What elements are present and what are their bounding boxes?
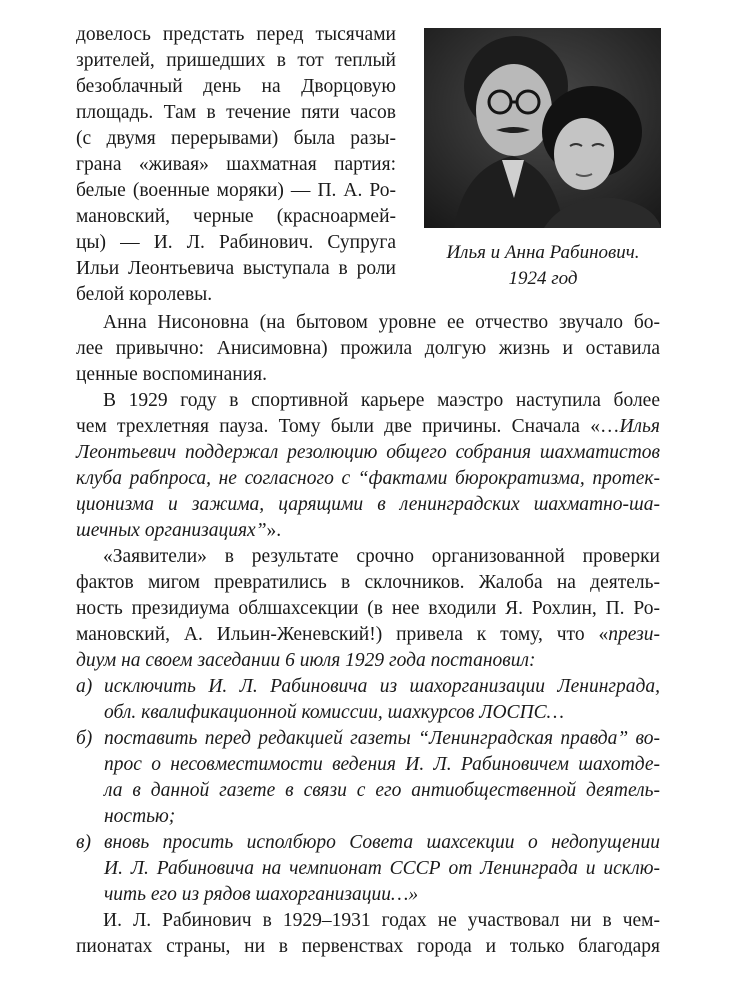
text-run: ».: [266, 520, 282, 541]
quote-run: шечных организациях”: [76, 520, 267, 541]
quote-line: клуба рабпроса, не согласного с “фактами бюрократизма, протек-: [76, 468, 660, 489]
text-line: [76, 518, 660, 544]
list-item-line: ностью;: [104, 806, 176, 827]
quote-run: прези-: [608, 624, 660, 645]
text-line: мановский, черные (красноармей-: [76, 206, 396, 227]
photo-caption-year: 1924 год: [508, 268, 578, 289]
portrait-illustration: [424, 28, 661, 228]
text-line: довелось предстать перед тысячами: [76, 24, 396, 45]
text-run: мановский, А. Ильин-Женевский!) привела к тому, что «: [76, 624, 609, 645]
text-line: [76, 622, 660, 648]
text-line: (с двумя перерывами) была разы-: [76, 128, 396, 149]
text-line: лее привычно: Анисимовна) прожила долгую жизнь и оставила: [76, 338, 660, 359]
photo-caption: Илья и Анна Рабинович.: [446, 242, 640, 263]
quote-line: ционизма и зажима, царящими в ленинградских шахматно-ша-: [76, 494, 660, 515]
text-line: ценные воспоминания.: [76, 364, 267, 385]
list-marker: в): [76, 832, 91, 853]
text-line: безоблачный день на Дворцовую: [76, 76, 396, 97]
text-line: цы) — И. Л. Рабинович. Супруга: [76, 232, 396, 253]
text-line: фактов мигом превратились в склочников. Жалоба на деятель-: [76, 572, 660, 593]
text-line: Ильи Леонтьевича выступала в роли: [76, 258, 396, 279]
list-item-line: И. Л. Рабиновича на чемпионат СССР от Ленинграда и исклю-: [104, 858, 660, 879]
list-item-line: обл. квалификационной комиссии, шахкурсов ЛОСПС…: [104, 702, 564, 723]
text-line: И. Л. Рабинович в 1929–1931 годах не участвовал ни в чем-: [103, 910, 660, 931]
text-line: [76, 414, 660, 440]
text-line: пионатах страны, ни в первенствах города и только благодаря: [76, 936, 660, 957]
text-line: В 1929 году в спортивной карьере маэстро наступила более: [103, 390, 660, 411]
list-item-line: исключить И. Л. Рабиновича из шахорганизации Ленинграда,: [104, 676, 660, 697]
list-marker: б): [76, 728, 93, 749]
text-line: «Заявители» в результате срочно организованной проверки: [103, 546, 660, 567]
list-item-line: ла в данной газете в связи с его антиобщественной деятель-: [104, 780, 660, 801]
list-item-line: чить его из рядов шахорганизации…»: [104, 884, 419, 905]
portrait-photo: [424, 28, 661, 228]
text-line: белые (военные моряки) — П. А. Ро-: [76, 180, 396, 201]
text-line: площадь. Там в течение пяти часов: [76, 102, 396, 123]
quote-line: диум на своем заседании 6 июля 1929 года постановил:: [76, 650, 536, 671]
quote-line: Леонтьевич поддержал резолюцию общего собрания шахматистов: [76, 442, 660, 463]
list-item-line: поставить перед редакцией газеты “Ленинградская правда” во-: [104, 728, 660, 749]
text-line: белой королевы.: [76, 284, 213, 305]
text-run: чем трехлетняя пауза. Тому были две причины. Сначала «…: [76, 416, 620, 437]
list-item-line: прос о несовместимости ведения И. Л. Рабиновичем шахотде-: [104, 754, 660, 775]
text-line: Анна Нисоновна (на бытовом уровне ее отчество звучало бо-: [103, 312, 660, 333]
text-line: ность президиума облшахсекции (в нее входили Я. Рохлин, П. Ро-: [76, 598, 660, 619]
list-marker: а): [76, 676, 93, 697]
quote-run: Илья: [619, 416, 660, 437]
list-item-line: вновь просить исполбюро Совета шахсекции о недопущении: [104, 832, 660, 853]
text-line: зрителей, пришедших в тот теплый: [76, 50, 396, 71]
text-line: грана «живая» шахматная партия:: [76, 154, 396, 175]
